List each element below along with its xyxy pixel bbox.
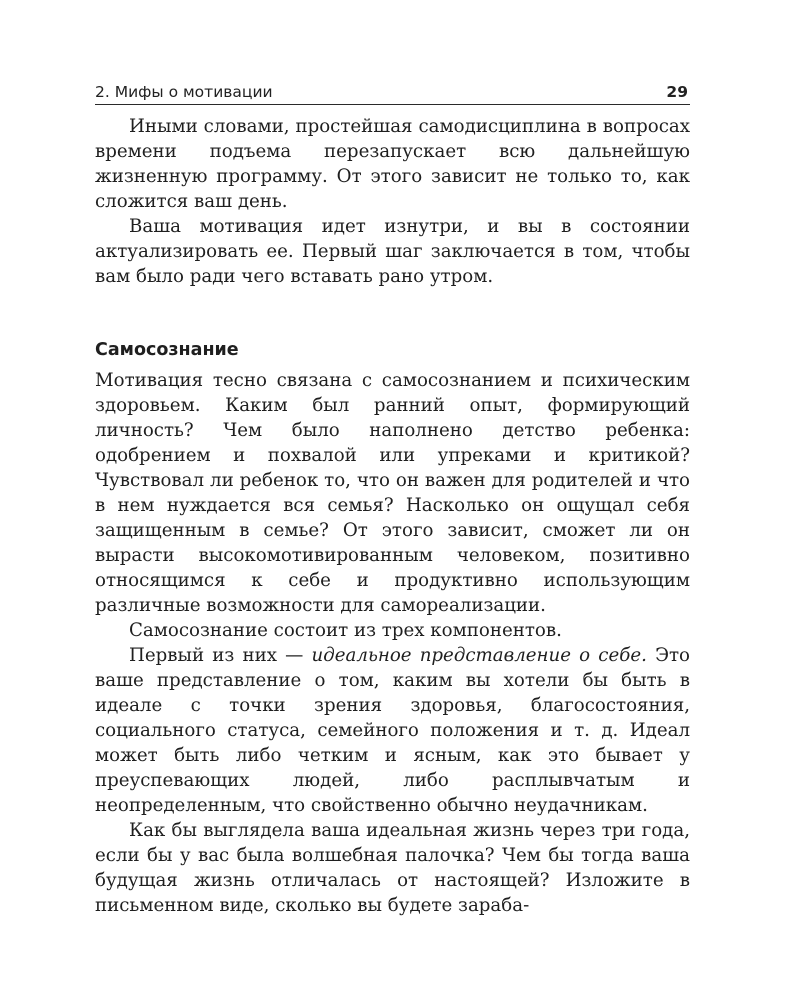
paragraph-lead: Первый из них — — [129, 645, 312, 666]
paragraph: Иными словами, простейшая самодисциплина в вопросах времени подъема перезапускает всю дальнейшую жизненную программу. От этого зависит не только то, как сложится ваш день. — [95, 116, 690, 212]
page-body — [95, 114, 690, 918]
paragraph — [95, 643, 690, 818]
chapter-title: 2. Мифы о мотивации — [95, 83, 273, 101]
page-number: 29 — [666, 83, 688, 101]
section-spacer — [95, 289, 690, 339]
paragraph: Ваша мотивация идет изнутри, и вы в состоянии актуализировать ее. Первый шаг заключается в том, чтобы вам было ради чего вставать рано утром. — [95, 216, 690, 287]
paragraph: Самосознание состоит из трех компонентов. — [129, 620, 562, 641]
italic-term: идеальное представление о себе. — [311, 645, 647, 666]
paragraph: Как бы выглядела ваша идеальная жизнь через три года, если бы у вас была волшебная палочка? Чем бы тогда ваша будущая жизнь отличалась от настоящей? Изложите в письменном виде, сколько вы будете зараба- — [95, 820, 690, 916]
section-heading: Самосознание — [95, 340, 239, 360]
running-header — [95, 80, 690, 104]
paragraph: Мотивация тесно связана с самосознанием и психическим здоровьем. Каким был ранний опыт, формирующий личность? Чем было наполнено детство ребенка: одобрением и похвалой или упреками и критикой? Чувствовал ли ребенок то, что он важен для родителей и что в нем нуждается вся семья? Насколько он ощущал себя защищенным в семье? От этого зависит, сможет ли он вырасти высокомотивированным человеком, позитивно относящимся к себе и продуктивно использующим различные возможности для самореализации. — [95, 370, 690, 616]
header-rule — [95, 104, 690, 105]
paragraph-rest: Это ваше представление о том, каким вы хотели бы быть в идеале с точки зрения здоровья, благосостояния, социального статуса, семейного положения и т. д. Идеал может быть либо четким и ясным, как это бывает у преуспевающих людей, либо расплывчатым и неопределенным, что свойственно обычно неудачникам. — [95, 645, 691, 816]
